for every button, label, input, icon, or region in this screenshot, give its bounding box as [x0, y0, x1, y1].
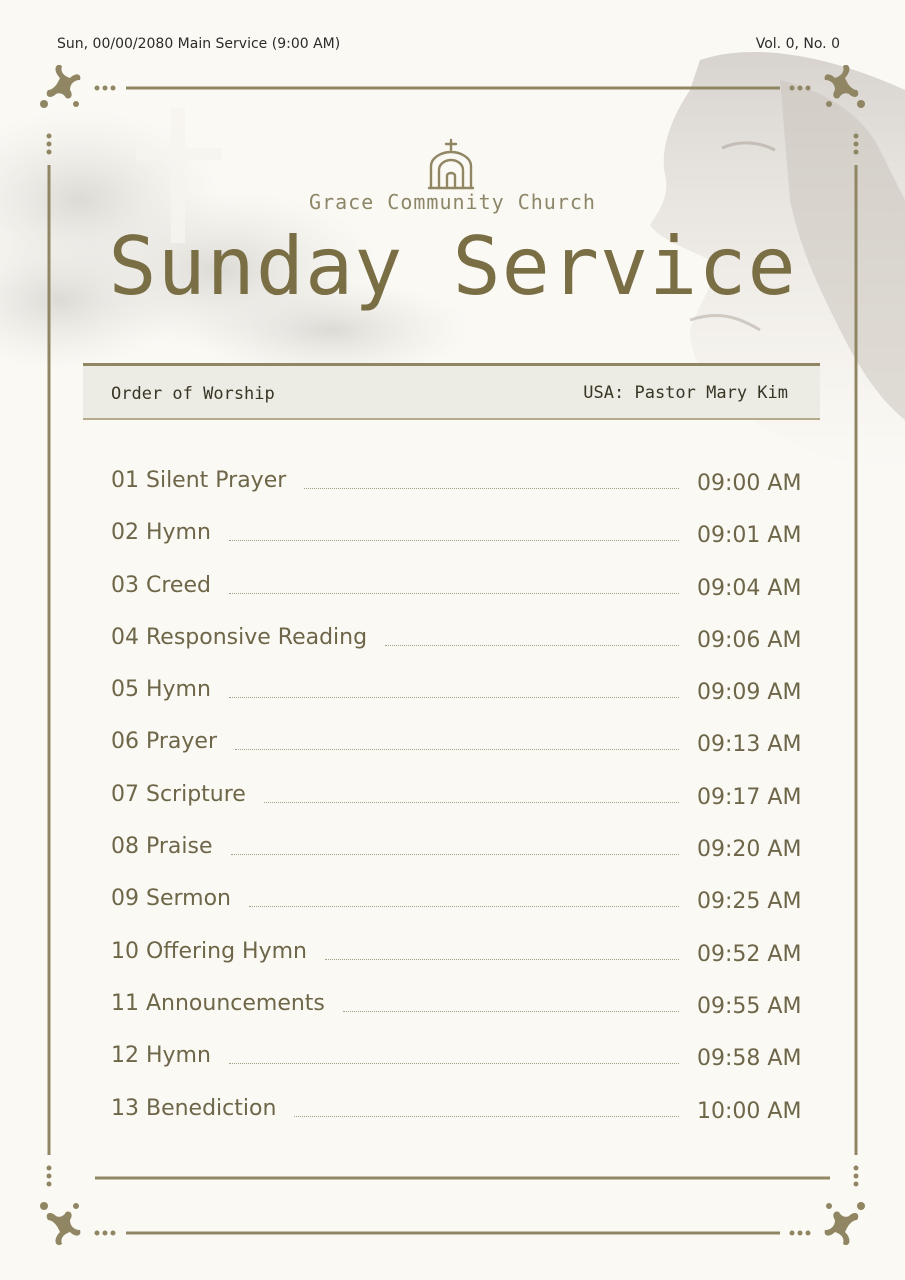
pastor-label: USA: Pastor Mary Kim	[583, 383, 788, 403]
program-item-label: 07 Scripture	[111, 781, 246, 807]
dotted-leader	[235, 748, 679, 750]
list-item	[111, 463, 802, 515]
dotted-leader	[343, 1010, 679, 1012]
program-item-time: 09:00 AM	[697, 471, 802, 496]
program-item-time: 09:25 AM	[697, 889, 802, 915]
program-item-time: 09:09 AM	[697, 680, 802, 706]
program-item-label: 03 Creed	[111, 572, 211, 598]
list-item	[111, 568, 802, 620]
program-item-time: 10:00 AM	[697, 1098, 802, 1124]
dotted-leader	[229, 1062, 679, 1064]
dotted-leader	[231, 853, 679, 855]
order-of-worship-band	[83, 363, 820, 420]
list-item	[111, 515, 802, 567]
list-item	[111, 777, 802, 829]
program-item-label: 12 Hymn	[111, 1043, 211, 1069]
church-icon	[427, 138, 475, 190]
page-title: Sunday Service	[108, 220, 797, 313]
list-item	[111, 986, 802, 1038]
program-list	[111, 463, 802, 1143]
church-name: Grace Community Church	[309, 190, 596, 214]
program-item-label: 13 Benediction	[111, 1095, 277, 1121]
program-item-label: 02 Hymn	[111, 520, 211, 546]
volume-number: Vol. 0, No. 0	[755, 36, 840, 52]
dotted-leader	[229, 696, 679, 698]
dotted-leader	[249, 905, 679, 907]
dotted-leader	[229, 592, 679, 594]
list-item	[111, 1091, 802, 1143]
list-item	[111, 829, 802, 881]
program-item-label: 06 Prayer	[111, 729, 217, 755]
list-item	[111, 934, 802, 986]
list-item	[111, 724, 802, 776]
list-item	[111, 1038, 802, 1090]
dotted-leader	[264, 801, 679, 803]
program-item-time: 09:13 AM	[697, 732, 802, 758]
dotted-leader	[385, 644, 679, 646]
corner-ornament-bottom-left-icon	[40, 1202, 80, 1245]
program-item-time: 09:01 AM	[697, 523, 802, 549]
program-item-time: 09:58 AM	[697, 1046, 802, 1072]
program-item-time: 09:06 AM	[697, 627, 802, 653]
list-item	[111, 881, 802, 933]
list-item	[111, 620, 802, 672]
dotted-leader	[325, 958, 679, 960]
program-item-label: 10 Offering Hymn	[111, 938, 307, 964]
list-item	[111, 672, 802, 724]
order-of-worship-label: Order of Worship	[111, 384, 275, 404]
dotted-leader	[229, 539, 679, 541]
program-item-time: 09:52 AM	[697, 941, 802, 967]
program-item-label: 09 Sermon	[111, 886, 231, 912]
program-item-time: 09:20 AM	[697, 837, 802, 863]
program-item-time: 09:17 AM	[697, 784, 802, 810]
program-item-time: 09:04 AM	[697, 575, 802, 601]
program-item-label: 11 Announcements	[111, 990, 325, 1016]
corner-ornament-bottom-right-icon	[825, 1202, 865, 1245]
program-item-label: 08 Praise	[111, 834, 213, 860]
program-item-label: 05 Hymn	[111, 677, 211, 703]
service-date-line: Sun, 00/00/2080 Main Service (9:00 AM)	[57, 36, 341, 52]
program-item-label: 04 Responsive Reading	[111, 624, 368, 650]
program-item-label: 01 Silent Prayer	[111, 468, 287, 493]
program-item-time: 09:55 AM	[697, 993, 802, 1019]
dotted-leader	[294, 1115, 679, 1117]
dotted-leader	[304, 487, 679, 489]
